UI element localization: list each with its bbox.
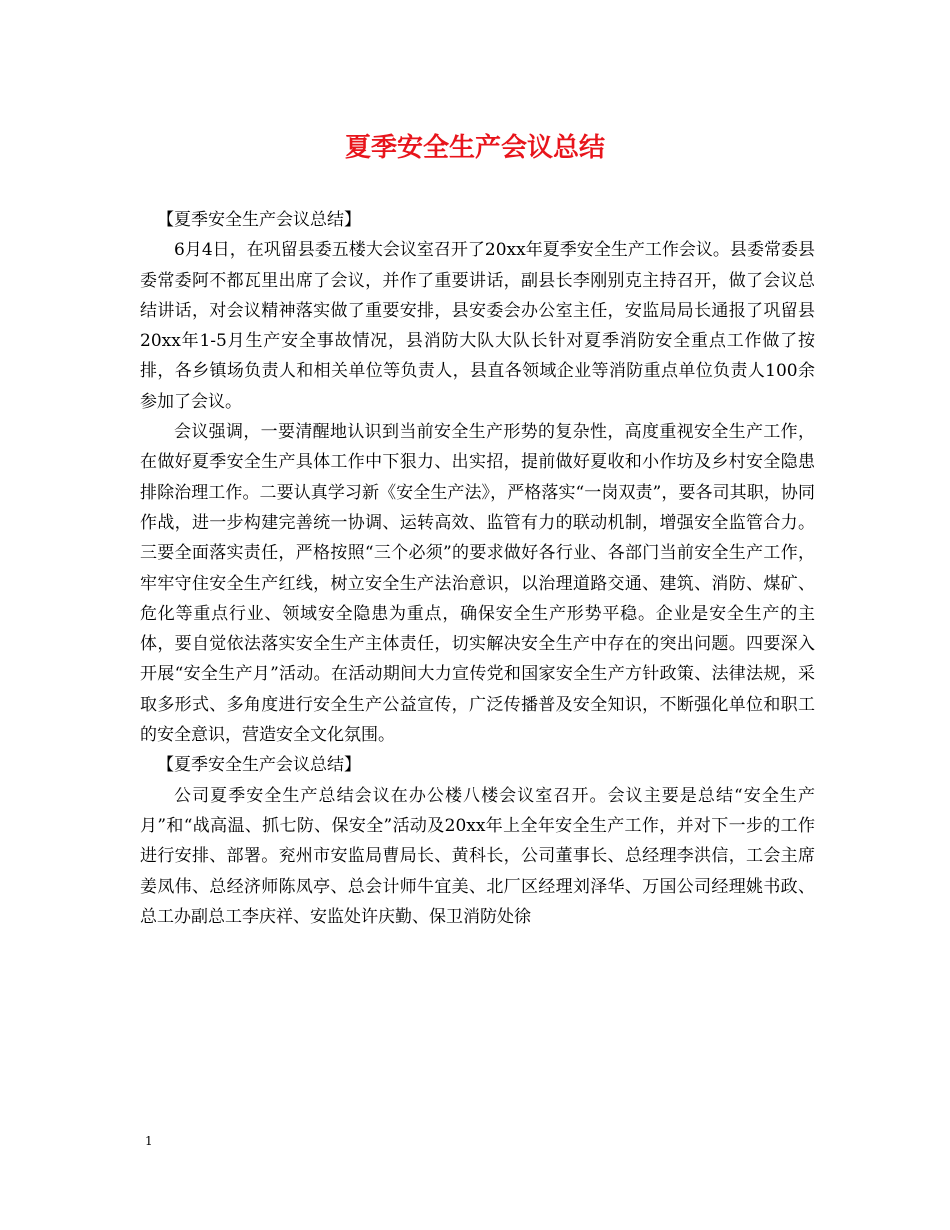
section-heading: 【夏季安全生产会议总结】 bbox=[157, 755, 361, 776]
body-paragraph: 公司夏季安全生产总结会议在办公楼八楼会议室召开。会议主要是总结“安全生产月”和“战高温、抓七防、保安全”活动及20xx年上全年安全生产工作，并对下一步的工作进行安排、部署。兖州市安监局曹局长、黄科长，公司董事长、总经理李洪信，工会主席姜凤伟、总经济师陈凤亭、总会计师牛宜美、北厂区经理刘泽华、万国公司经理姚书政、总工办副总工李庆祥、安监处许庆勤、保卫消防处徐 bbox=[140, 785, 815, 927]
document-title: 夏季安全生产会议总结 bbox=[344, 133, 605, 163]
body-paragraph: 会议强调，一要清醒地认识到当前安全生产形势的复杂性，高度重视安全生产工作，在做好夏季安全生产具体工作中下狠力、出实招，提前做好夏收和小作坊及乡村安全隐患排除治理工作。二要认真学习新《安全生产法》，严格落实“一岗双责”，要各司其职，协同作战，进一步构建完善统一协调、运转高效、监管有力的联动机制，增强安全监管合力。三要全面落实责任，严格按照“三个必须”的要求做好各行业、各部门当前安全生产工作，牢牢守住安全生产红线，树立安全生产法治意识，以治理道路交通、建筑、消防、煤矿、危化等重点行业、领域安全隐患为重点，确保安全生产形势平稳。企业是安全生产的主体，要自觉依法落实安全生产主体责任，切实解决安全生产中存在的突出问题。四要深入开展“安全生产月”活动。在活动期间大力宣传党和国家安全生产方针政策、法律法规，采取多形式、多角度进行安全生产公益宣传，广泛传播普及安全知识，不断强化单位和职工的安全意识，营造安全文化氛围。 bbox=[140, 422, 815, 746]
document-body bbox=[140, 205, 815, 932]
page-number: 1 bbox=[145, 1134, 153, 1148]
section-heading: 【夏季安全生产会议总结】 bbox=[157, 210, 361, 230]
body-paragraph: 6月4日，在巩留县委五楼大会议室召开了20xx年夏季安全生产工作会议。县委常委县委常委阿不都瓦里出席了会议，并作了重要讲话，副县长李刚别克主持召开，做了会议总结讲话，对会议精神落实做了重要安排，县安委会办公室主任，安监局局长通报了巩留县20xx年1-5月生产安全事故情况，县消防大队大队长针对夏季消防安全重点工作做了按排，各乡镇场负责人和相关单位等负责人，县直各领域企业等消防重点单位负责人100余参加了会议。 bbox=[140, 240, 815, 412]
